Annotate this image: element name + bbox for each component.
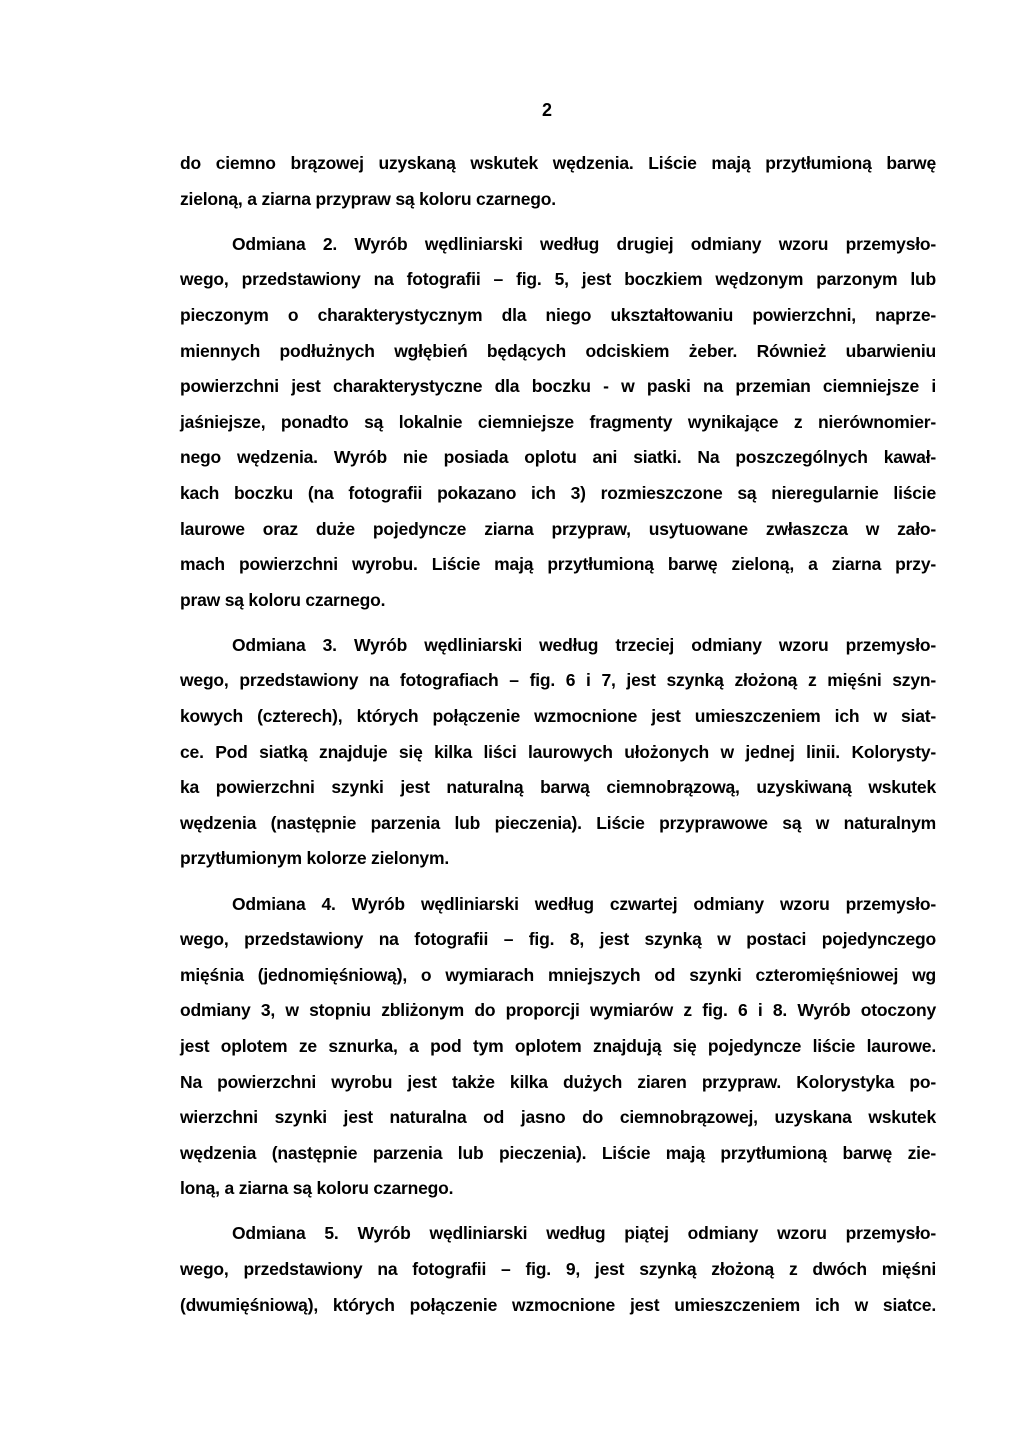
line-text: loną, a ziarna są koloru czarnego. <box>180 1178 454 1199</box>
text-line <box>180 1142 936 1164</box>
text-line <box>180 553 936 575</box>
text-line <box>180 999 936 1021</box>
text-line <box>180 928 936 950</box>
line-text: Wyrób wędliniarski według czwartej odmiany wzoru przemysło- <box>351 893 936 914</box>
line-text: wego, przedstawiony na fotografiach – fig. 6 i 7, jest szynką złożoną z mięśni szyn- <box>180 670 936 691</box>
line-text: nego wędzenia. Wyrób nie posiada oplotu ani siatki. Na poszczególnych kawał- <box>180 447 936 468</box>
line-text: Wyrób wędliniarski według piątej odmiany wzoru przemysło- <box>357 1223 936 1244</box>
text-line <box>180 1071 936 1093</box>
line-text: Na powierzchni wyrobu jest także kilka dużych ziaren przypraw. Kolorystyka po- <box>180 1071 936 1092</box>
line-text: mach powierzchni wyrobu. Liście mają przytłumioną barwę zieloną, a ziarna przy- <box>180 554 936 575</box>
text-line <box>180 1258 936 1280</box>
page-number: 2 <box>541 100 552 120</box>
text-line <box>180 304 936 326</box>
line-text: ce. Pod siatką znajduje się kilka liści laurowych ułożonych w jednej linii. Kolorysty- <box>180 741 936 762</box>
text-line <box>180 268 936 290</box>
line-text: (dwumięśniową), których połączenie wzmocnione jest umieszczeniem ich w siatce. <box>180 1294 936 1315</box>
line-text: wędzenia (następnie parzenia lub pieczenia). Liście przyprawowe są w naturalnym <box>180 812 936 833</box>
line-text: Wyrób wędliniarski według trzeciej odmiany wzoru przemysło- <box>353 634 936 655</box>
text-line <box>180 776 936 798</box>
text-line <box>180 847 936 869</box>
text-line <box>180 518 936 540</box>
text-line <box>180 188 936 210</box>
line-text: wierzchni szynki jest naturalna od jasno do ciemnobrązowej, uzyskana wskutek <box>180 1107 936 1128</box>
variant-label: Odmiana 5. <box>232 1223 339 1244</box>
text-line <box>180 1177 936 1199</box>
text-line <box>180 482 936 504</box>
text-line <box>180 411 936 433</box>
line-text: powierzchni jest charakterystyczne dla boczku - w paski na przemian ciemniejsze i <box>180 376 936 397</box>
text-line <box>180 340 936 362</box>
variant-label: Odmiana 2. <box>232 233 338 254</box>
paragraph-heading-line <box>232 893 936 915</box>
text-line <box>180 741 936 763</box>
line-text: wego, przedstawiony na fotografii – fig. 8, jest szynką w postaci pojedynczego <box>180 929 936 950</box>
paragraph-heading-line <box>232 233 936 255</box>
line-text: ka powierzchni szynki jest naturalną barwą ciemnobrązową, uzyskiwaną wskutek <box>180 777 936 798</box>
line-text: jest oplotem ze sznurka, a pod tym oplotem znajdują się pojedyncze liście laurowe. <box>180 1035 936 1056</box>
line-text: wego, przedstawiony na fotografii – fig. 5, jest boczkiem wędzonym parzonym lub <box>180 269 936 290</box>
variant-label: Odmiana 4. <box>232 893 336 914</box>
paragraph-heading-line <box>232 1222 936 1244</box>
text-line <box>180 1294 936 1316</box>
line-text: pieczonym o charakterystycznym dla niego ukształtowaniu powierzchni, naprze- <box>180 304 936 325</box>
line-text: wego, przedstawiony na fotografii – fig. 9, jest szynką złożoną z dwóch mięśni <box>180 1259 936 1279</box>
line-text: odmiany 3, w stopniu zbliżonym do proporcji wymiarów z fig. 6 i 8. Wyrób otoczony <box>180 1000 936 1021</box>
paragraph-heading-line <box>232 634 936 656</box>
line-text: praw są koloru czarnego. <box>180 589 386 610</box>
text-line <box>180 1035 936 1057</box>
line-text: do ciemno brązowej uzyskaną wskutek wędzenia. Liście mają przytłumioną barwę <box>180 153 936 173</box>
line-text: laurowe oraz duże pojedyncze ziarna przypraw, usytuowane zwłaszcza w zało- <box>180 518 936 539</box>
text-line <box>180 1106 936 1128</box>
text-line <box>180 964 936 986</box>
text-line <box>180 152 936 174</box>
line-text: wędzenia (następnie parzenia lub pieczenia). Liście mają przytłumioną barwę zie- <box>180 1142 936 1163</box>
text-line <box>180 812 936 834</box>
text-line <box>180 669 936 691</box>
line-text: przytłumionym kolorze zielonym. <box>180 848 449 869</box>
line-text: Wyrób wędliniarski według drugiej odmiany wzoru przemysło- <box>354 233 937 254</box>
text-line <box>180 375 936 397</box>
text-line <box>180 705 936 727</box>
line-text: zieloną, a ziarna przypraw są koloru czarnego. <box>180 188 556 209</box>
line-text: kach boczku (na fotografii pokazano ich 3) rozmieszczone są nieregularnie liście <box>180 482 936 503</box>
text-line <box>180 589 936 611</box>
variant-label: Odmiana 3. <box>232 634 337 655</box>
line-text: kowych (czterech), których połączenie wzmocnione jest umieszczeniem ich w siat- <box>180 706 936 726</box>
text-line <box>180 446 936 468</box>
line-text: jaśniejsze, ponadto są lokalnie ciemniejsze fragmenty wynikające z nierównomier- <box>180 411 936 432</box>
line-text: miennych podłużnych wgłębień będących odciskiem żeber. Również ubarwieniu <box>180 340 936 361</box>
line-text: mięśnia (jednomięśniową), o wymiarach mniejszych od szynki czteromięśniowej wg <box>180 964 936 985</box>
